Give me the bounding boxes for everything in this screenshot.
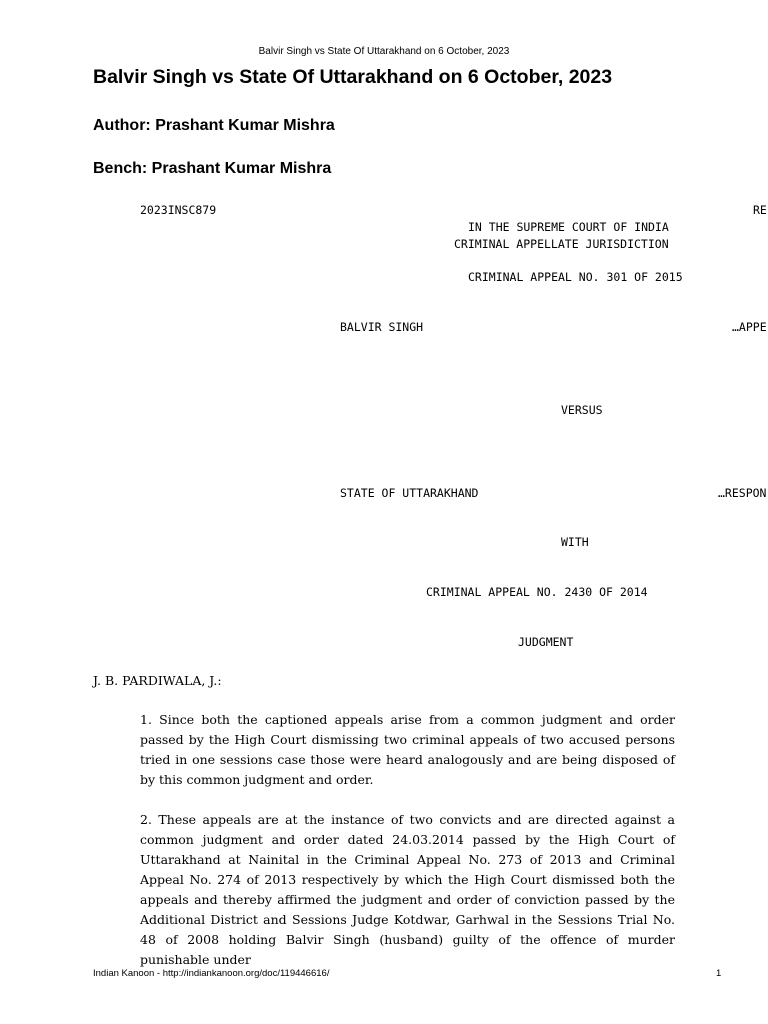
- page-number: 1: [716, 968, 722, 979]
- paragraph-2: 2. These appeals are at the instance of two convicts and are directed against a common judgment and order dated 24.03.2014 passed by the High Court of Uttarakhand at Nainital in the Criminal Appeal No. 273 of 2013 and Criminal Appeal No. 274 of 2013 respectively by which the High Court dismissed both the appeals and thereby affirmed the judgment and order of conviction passed by the Additional District and Sessions Judge Kotdwar, Garhwal in the Sessions Trial No. 48 of 2008 holding Balvir Singh (husband) guilty of the offence of murder punishable under: [140, 812, 675, 967]
- respondent-role: …RESPON: [718, 486, 767, 500]
- appellant-name: BALVIR SINGH: [340, 320, 424, 334]
- appellant-role: …APPE: [732, 320, 767, 334]
- citation: 2023INSC879: [140, 203, 217, 217]
- respondent-name: STATE OF UTTARAKHAND: [340, 486, 479, 500]
- bench-line: Bench: Prashant Kumar Mishra: [93, 160, 332, 177]
- judgment-heading: JUDGMENT: [518, 635, 574, 649]
- running-header: Balvir Singh vs State Of Uttarakhand on 6 October, 2023: [258, 46, 510, 57]
- judge-name: J. B. PARDIWALA, J.:: [93, 673, 222, 688]
- reportable-mark: RE: [753, 203, 767, 217]
- footer-source: Indian Kanoon - http://indiankanoon.org/doc/119446616/: [93, 968, 330, 979]
- document-title: Balvir Singh vs State Of Uttarakhand on 6 October, 2023: [93, 66, 613, 88]
- author-line: Author: Prashant Kumar Mishra: [93, 117, 335, 134]
- with-label: WITH: [561, 535, 589, 549]
- appeal-number: CRIMINAL APPEAL NO. 301 OF 2015: [468, 270, 683, 284]
- jurisdiction: CRIMINAL APPELLATE JURISDICTION: [454, 237, 669, 251]
- connected-appeal: CRIMINAL APPEAL NO. 2430 OF 2014: [426, 585, 648, 599]
- versus-label: VERSUS: [561, 403, 603, 417]
- court-name: IN THE SUPREME COURT OF INDIA: [468, 220, 669, 234]
- paragraph-1: 1. Since both the captioned appeals arise from a common judgment and order passed by the High Court dismissing two criminal appeals of two accused persons tried in one sessions case those were heard analogously and are being disposed of by this common judgment and order.: [140, 712, 675, 787]
